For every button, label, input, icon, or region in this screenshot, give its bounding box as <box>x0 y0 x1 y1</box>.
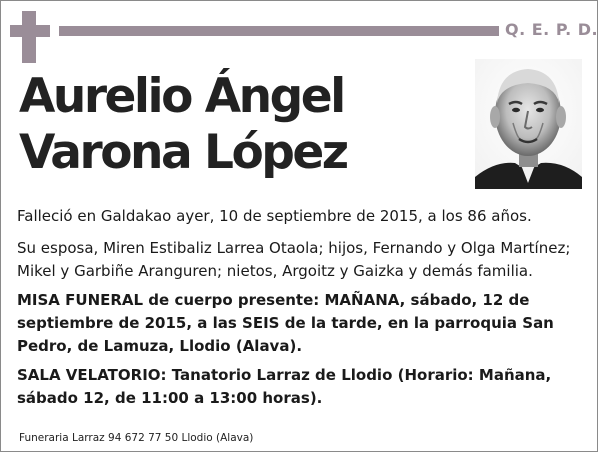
portrait-photo <box>475 59 582 189</box>
deceased-name-line-2: Varona López <box>19 125 347 180</box>
deceased-name-line-1: Aurelio Ángel <box>19 69 344 124</box>
cross-horizontal-bar <box>10 25 50 37</box>
header-band <box>59 26 499 36</box>
deceased-name <box>19 69 347 181</box>
family-text: Su esposa, Miren Estibaliz Larrea Otaola; hijos, Fernando y Olga Martínez; Mikel y Garbiñe Aranguren; nietos, Argoitz y Gaizka y demás familia. <box>17 239 571 280</box>
funeral-mass-text: MISA FUNERAL de cuerpo presente: MAÑANA, sábado, 12 de septiembre de 2015, a las SEIS de la tarde, en la parroquia San Pedro, de Lamuza, Llodio (Alava). <box>17 291 554 355</box>
obituary-body <box>17 205 583 410</box>
wake-text: SALA VELATORIO: Tanatorio Larraz de Llodio (Horario: Mañana, sábado 12, de 11:00 a 13:00 horas). <box>17 366 552 407</box>
cross-vertical-bar <box>22 11 36 63</box>
death-notice-text: Falleció en Galdakao ayer, 10 de septiembre de 2015, a los 86 años. <box>17 207 532 225</box>
funeral-home-footer: Funeraria Larraz 94 672 77 50 Llodio (Alava) <box>19 432 254 444</box>
portrait-image <box>475 59 582 189</box>
qepd-label: Q. E. P. D. <box>505 20 599 39</box>
